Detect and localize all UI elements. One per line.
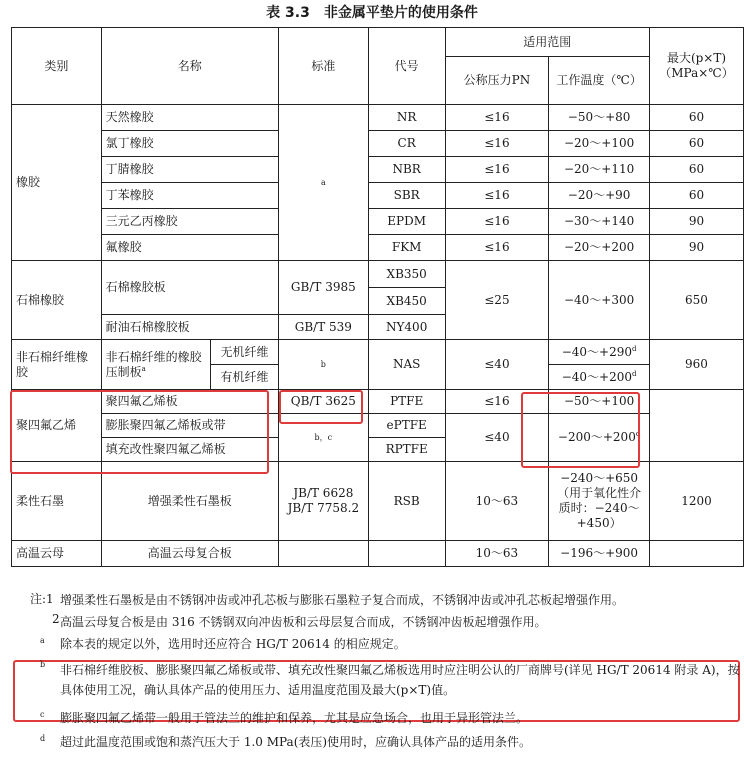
highlight-ptfe-standard	[279, 390, 363, 424]
rubber-name: 三元乙丙橡胶	[101, 209, 278, 235]
non-asbestos-sub: 无机纤维	[211, 340, 279, 365]
rubber-code: SBR	[368, 183, 445, 209]
header-pressure: 公称压力PN	[445, 57, 549, 105]
ptfe-pn: ≤40	[445, 414, 549, 462]
note-d: 超过此温度范围或饱和蒸汽压大于 1.0 MPa(表压)使用时，应确认具体产品的适用条件。	[60, 735, 532, 749]
rubber-temp: −20～+200	[549, 235, 650, 261]
ptfe-code: ePTFE	[368, 414, 445, 438]
header-category: 类别	[12, 28, 102, 105]
note-c: 膨胀聚四氟乙烯带一般用于管法兰的维护和保养，尤其是应急场合，也用于异形管法兰。	[60, 711, 529, 725]
rubber-pt: 90	[649, 235, 743, 261]
note-label: 注:1	[30, 592, 54, 606]
rubber-pn: ≤16	[445, 157, 549, 183]
rubber-code: NR	[368, 105, 445, 131]
rubber-temp: −50～+80	[549, 105, 650, 131]
rubber-temp: −20～+110	[549, 157, 650, 183]
rubber-name: 丁腈橡胶	[101, 157, 278, 183]
ptfe-name: 填充改性聚四氟乙烯板	[101, 438, 278, 462]
footnote-mark: a	[141, 364, 146, 373]
mica-code	[368, 541, 445, 567]
asbestos-pn: ≤25	[445, 261, 549, 340]
non-asbestos-temp	[549, 365, 650, 390]
highlight-ptfe-rows	[10, 390, 269, 474]
rubber-temp: −30～+140	[549, 209, 650, 235]
rubber-code: EPDM	[368, 209, 445, 235]
mica-pt	[649, 541, 743, 567]
ptfe-pn: ≤16	[445, 390, 549, 414]
rubber-pt: 60	[649, 131, 743, 157]
note-label: d	[40, 734, 46, 743]
non-asbestos-code: NAS	[368, 340, 445, 390]
ptfe-temp: −50～+100	[549, 390, 650, 414]
graphite-name: 增强柔性石墨板	[101, 462, 278, 541]
rubber-pn: ≤16	[445, 183, 549, 209]
rubber-code: CR	[368, 131, 445, 157]
header-temperature: 工作温度（℃）	[549, 57, 650, 105]
rubber-name: 天然橡胶	[101, 105, 278, 131]
note-2: 高温云母复合板是由 316 不锈钢双向冲齿板和云母层复合而成，不锈钢冲齿板起增强作用。	[60, 615, 547, 629]
category-non-asbestos: 非石棉纤维橡胶	[12, 340, 102, 390]
rubber-temp: −20～+90	[549, 183, 650, 209]
non-asbestos-name	[101, 340, 211, 390]
asbestos-temp: −40～+300	[549, 261, 650, 340]
rubber-standard: a	[278, 105, 368, 261]
asbestos-code: NY400	[368, 315, 445, 340]
ptfe-name: 聚四氟乙烯板	[101, 390, 278, 414]
graphite-standard: JB/T 6628 JB/T 7758.2	[278, 462, 368, 541]
note-label: c	[40, 710, 45, 719]
asbestos-standard: GB/T 3985	[278, 261, 368, 315]
rubber-pn: ≤16	[445, 131, 549, 157]
ptfe-name: 膨胀聚四氟乙烯板或带	[101, 414, 278, 438]
gasket-table	[11, 27, 744, 567]
table-title: 表 3.3 非金属平垫片的使用条件	[266, 5, 478, 21]
non-asbestos-pn: ≤40	[445, 340, 549, 390]
rubber-name: 氯丁橡胶	[101, 131, 278, 157]
non-asbestos-temp-text: −40～+290	[561, 344, 633, 359]
mica-pn: 10～63	[445, 541, 549, 567]
ptfe-standard: QB/T 3625	[278, 390, 368, 414]
non-asbestos-temp-text: −40～+200	[561, 369, 633, 384]
asbestos-code: XB450	[368, 288, 445, 315]
asbestos-name: 耐油石棉橡胶板	[101, 315, 278, 340]
footnote-mark: d	[635, 430, 641, 438]
category-mica: 高温云母	[12, 541, 102, 567]
mica-name: 高温云母复合板	[101, 541, 278, 567]
header-code: 代号	[368, 28, 445, 105]
rubber-pt: 90	[649, 209, 743, 235]
rubber-pt: 60	[649, 105, 743, 131]
header-name: 名称	[101, 28, 278, 105]
category-rubber: 橡胶	[12, 105, 102, 261]
rubber-pn: ≤16	[445, 105, 549, 131]
ptfe-temp-text: −200～+200	[557, 430, 636, 444]
rubber-pn: ≤16	[445, 235, 549, 261]
note-label: a	[40, 636, 45, 645]
ptfe-code: PTFE	[368, 390, 445, 414]
category-asbestos: 石棉橡胶	[12, 261, 102, 340]
rubber-pt: 60	[649, 157, 743, 183]
rubber-code: FKM	[368, 235, 445, 261]
footnote-mark: d	[632, 369, 637, 378]
highlight-ptfe-temperature	[521, 392, 640, 468]
ptfe-code: RPTFE	[368, 438, 445, 462]
non-asbestos-pt: 960	[649, 340, 743, 390]
non-asbestos-temp	[549, 340, 650, 365]
non-asbestos-name-text: 非石棉纤维的橡胶压制板	[105, 349, 202, 379]
category-ptfe: 聚四氟乙烯	[12, 390, 102, 462]
asbestos-code: XB350	[368, 261, 445, 288]
note-label: b	[40, 660, 46, 669]
note-label: 2	[52, 612, 60, 626]
rubber-temp: −20～+100	[549, 131, 650, 157]
ptfe-standard: b，c	[278, 414, 368, 462]
rubber-name: 氟橡胶	[101, 235, 278, 261]
graphite-pn: 10～63	[445, 462, 549, 541]
asbestos-pt: 650	[649, 261, 743, 340]
header-max-pt: 最大(p×T)（MPa×℃）	[649, 28, 743, 105]
rubber-code: NBR	[368, 157, 445, 183]
mica-standard	[278, 541, 368, 567]
header-standard: 标准	[278, 28, 368, 105]
non-asbestos-standard: b	[278, 340, 368, 390]
category-graphite: 柔性石墨	[12, 462, 102, 541]
asbestos-standard: GB/T 539	[278, 315, 368, 340]
graphite-code: RSB	[368, 462, 445, 541]
rubber-name: 丁苯橡胶	[101, 183, 278, 209]
note-1: 增强柔性石墨板是由不锈钢冲齿或冲孔芯板与膨胀石墨粒子复合而成，不锈钢冲齿或冲孔芯板起增强作用。	[60, 593, 625, 607]
mica-temp: −196～+900	[549, 541, 650, 567]
non-asbestos-sub: 有机纤维	[211, 365, 279, 390]
graphite-temp: −240～+650（用于氧化性介质时：−240～+450）	[549, 462, 650, 541]
rubber-pt: 60	[649, 183, 743, 209]
note-a: 除本表的规定以外，选用时还应符合 HG/T 20614 的相应规定。	[60, 637, 406, 651]
rubber-pn: ≤16	[445, 209, 549, 235]
footnote-mark: d	[632, 344, 637, 353]
note-b: 非石棉纤维胶板、膨胀聚四氟乙烯板或带、填充改性聚四氟乙烯板选用时应注明公认的厂商牌号(详见 HG/T 20614 附录 A)，按具体使用工况，确认具体产品的使用压力、适用温度范围及最大(p×T)值。	[60, 663, 740, 697]
header-range: 适用范围	[445, 28, 649, 57]
asbestos-name: 石棉橡胶板	[101, 261, 278, 315]
ptfe-pt	[649, 390, 743, 462]
graphite-pt: 1200	[649, 462, 743, 541]
